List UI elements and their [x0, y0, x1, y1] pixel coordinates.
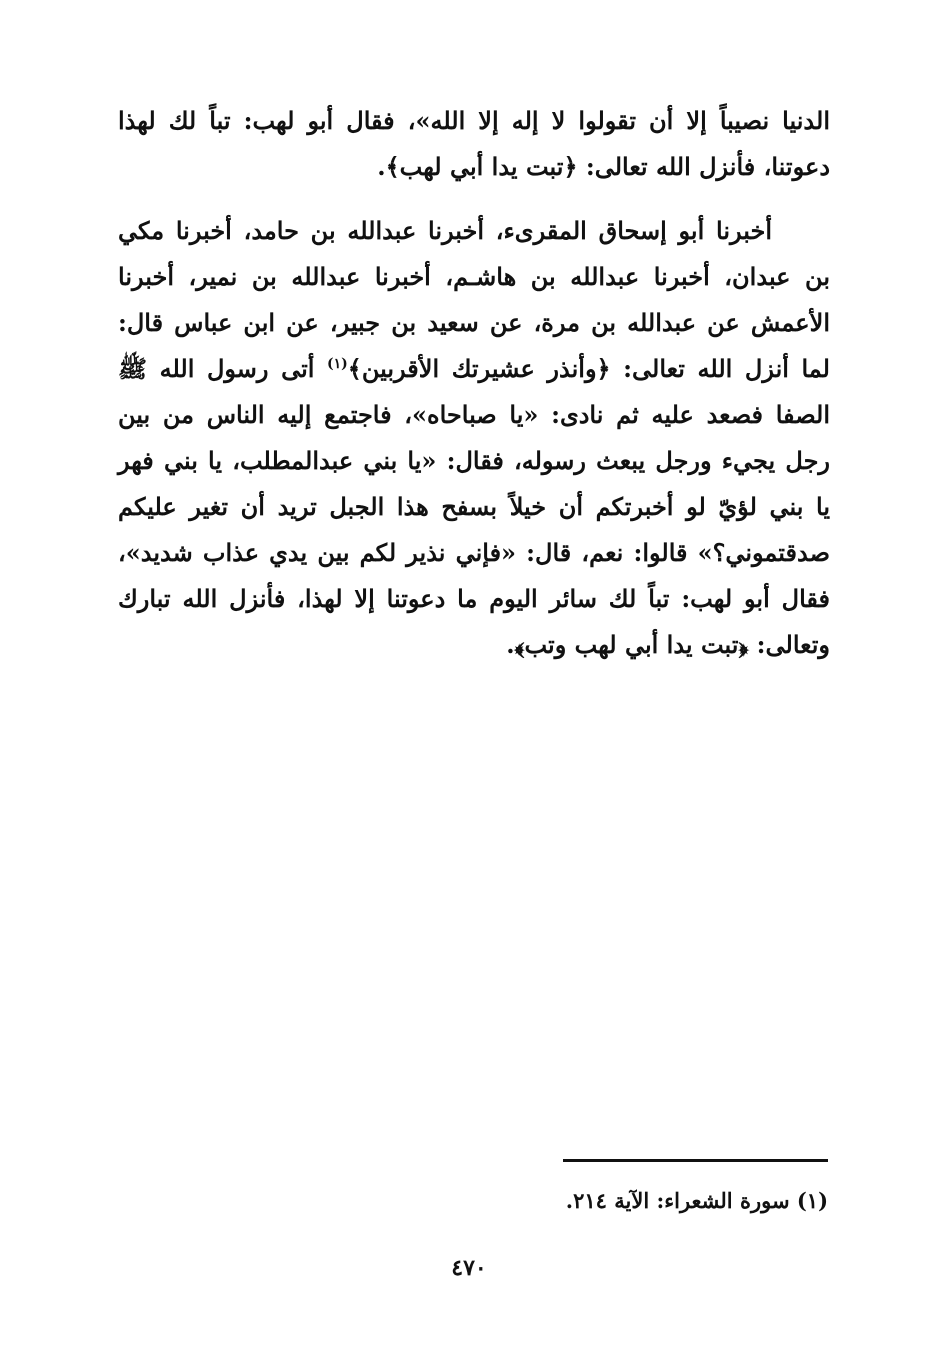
- paragraph: [118, 98, 830, 190]
- paragraph-text: الدنيا نصيباً إلا أن تقولوا لا إله إلا الله»، فقال أبو لهب: تباً لك لهذا دعوتنا، فأنزل الله تعالى: ﴿تبت يدا أبي لهب﴾.: [118, 106, 830, 181]
- paragraph-text: أخبرنا أبو إسحاق المقرىء، أخبرنا عبدالله بن حامد، أخبرنا مكي بن عبدان، أخبرنا عبدالله بن هاشـم، أخبرنا عبدالله بن نمير، أخبرنا الأعمش عن عبدالله بن مرة، عن سعيد بن جبير، عن ابن عباس قال: لما أنزل الله تعالى: ﴿وأنذر عشيرتك الأقربين﴾: [118, 216, 830, 383]
- page-number: ٤٧٠: [451, 1255, 487, 1281]
- footnote-divider: [563, 1159, 828, 1162]
- paragraph: [118, 208, 830, 668]
- footnote: (١) سورة الشعراء: الآية ٢١٤.: [565, 1188, 828, 1213]
- main-text: [118, 98, 830, 668]
- paragraph-text: أتى رسول الله ﷺ الصفا فصعد عليه ثم نادى: «يا صباحاه»، فاجتمع إليه الناس من بين رجل يجيء ورجل يبعث رسوله، فقال: «يا بني عبدالمطلب، يا بني فهر يا بني لؤيّ لو أخبرتكم أن خيلاً بسفح هذا الجبل تريد أن تغير عليكم صدقتموني؟» قالوا: نعم، قال: «فإني نذير لكم بين يدي عذاب شديد»، فقال أبو لهب: تباً لك سائر اليوم ما دعوتنا إلا لهذا، فأنزل الله تبارك وتعالى: ﴿تبت يدا أبي لهب وتب﴾.: [118, 354, 830, 659]
- footnote-reference: (١): [327, 356, 348, 372]
